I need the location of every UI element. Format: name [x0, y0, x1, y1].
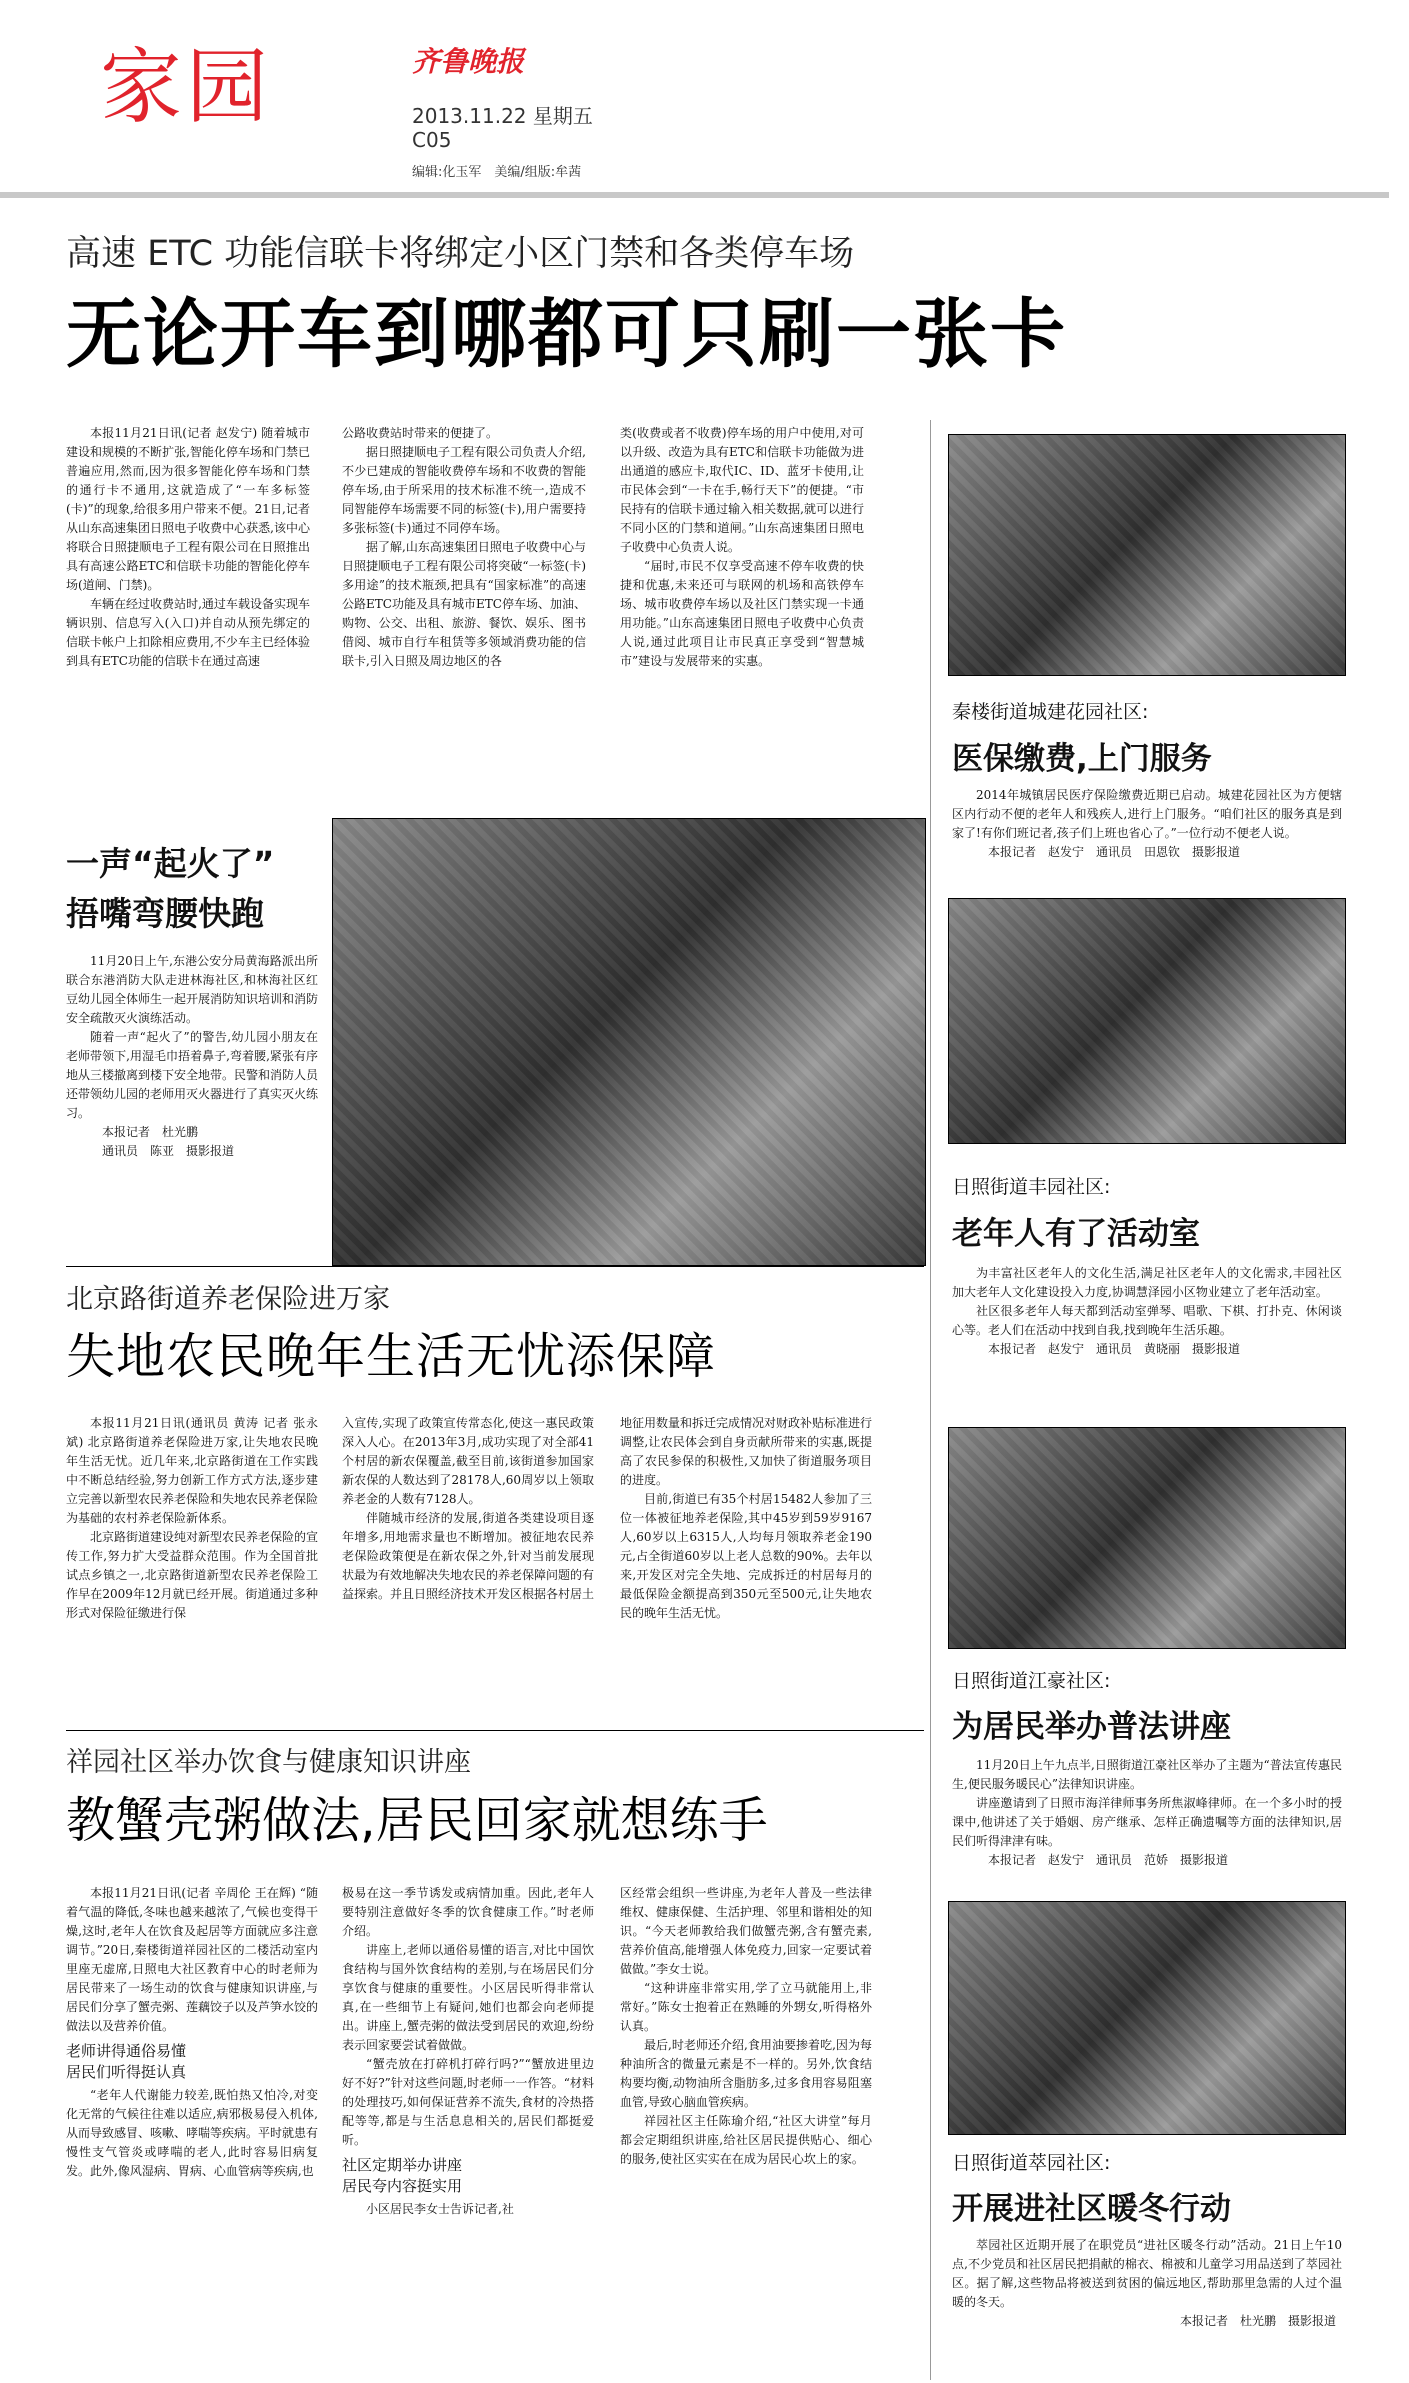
crab-headline: 教蟹壳粥做法,居民回家就想练手	[66, 1792, 768, 1849]
main-column-3	[620, 424, 864, 671]
pension-kicker: 北京路街道养老保险进万家	[66, 1284, 390, 1315]
side3-paragraph: 11月20日上午九点半,日照街道江豪社区举办了主题为“普法宣传惠民生,便民服务暖民心”法律知识讲座。	[952, 1758, 1342, 1791]
side4-headline: 开展进社区暖冬行动	[952, 2191, 1231, 2227]
warm-winter-photo	[948, 1901, 1346, 2135]
main-paragraph: 据日照捷顺电子工程有限公司负责人介绍,不少已建成的智能收费停车场和不收费的智能停车场,由于所采用的技术标准不统一,造成不同智能停车场需要不同的标签(卡),用户需要持多张标签(卡)通过不同停车场。	[342, 445, 586, 535]
main-column-2	[342, 424, 586, 671]
side2-paragraph: 社区很多老年人每天都到活动室弹琴、唱歌、下棋、打扑克、休闲谈心等。老人们在活动中找到自我,找到晚年生活乐趣。	[952, 1304, 1342, 1337]
pension-headline: 失地农民晚年生活无忧添保障	[66, 1328, 717, 1385]
crab-paragraph: “这种讲座非常实用,学了立马就能用上,非常好。”陈女士抱着正在熟睡的外甥女,听得格外认真。	[620, 1981, 872, 2033]
side2-headline: 老年人有了活动室	[952, 1216, 1200, 1252]
pension-paragraph: 入宣传,实现了政策宣传常态化,使这一惠民政策深入人心。在2013年3月,成功实现了对全部41个村居的新农保覆盖,截至目前,该街道参加国家新农保的人数达到了28178人,60周岁以上领取养老金的人数有7128人。	[342, 1416, 594, 1506]
crab-paragraph: 区经常会组织一些讲座,为老年人普及一些法律维权、健康保健、生活护理、邻里和谐相处的知识。“今天老师教给我们做蟹壳粥,含有蟹壳素,营养价值高,能增强人体免疫力,回家一定要试着做做。”李女士说。	[620, 1886, 873, 1976]
side4-text	[952, 2236, 1342, 2331]
issue-date: 2013.11.22 星期五	[412, 104, 593, 128]
side3-text	[952, 1756, 1342, 1870]
main-paragraph: 公路收费站时带来的便捷了。	[342, 426, 499, 440]
side2-text	[952, 1264, 1342, 1359]
fire-text	[66, 952, 318, 1161]
header-rule	[0, 192, 1389, 198]
side1-byline: 本报记者 赵发宁 通讯员 田恩钦 摄影报道	[988, 845, 1241, 859]
main-column-1	[66, 424, 310, 671]
editor-credits: 编辑:化玉军 美编/组版:牟茜	[412, 165, 582, 180]
crab-subhead: 老师讲得通俗易懂	[66, 2042, 187, 2060]
crab-column-3	[620, 1884, 872, 2169]
pension-column-1	[66, 1414, 318, 1623]
fire-paragraph: 随着一声“起火了”的警告,幼儿园小朋友在老师带领下,用湿毛巾捂着鼻子,弯着腰,紧张有序地从三楼撤离到楼下安全地带。民警和消防人员还带领幼儿园的老师用灭火器进行了真实灭火练习。	[66, 1030, 319, 1120]
side1-kicker: 秦楼街道城建花园社区:	[952, 701, 1149, 723]
crab-subhead: 社区定期举办讲座	[342, 2156, 463, 2174]
main-headline: 无论开车到哪都可只刷一张卡	[66, 290, 1068, 378]
fire-drill-photo	[332, 818, 926, 1266]
side4-kicker: 日照街道萃园社区:	[952, 2152, 1111, 2174]
sidebar-divider	[930, 420, 931, 2380]
main-kicker: 高速 ETC 功能信联卡将绑定小区门禁和各类停车场	[66, 234, 855, 274]
paper-logo: 齐鲁晚报	[412, 45, 525, 78]
main-paragraph: 据了解,山东高速集团日照电子收费中心与日照捷顺电子工程有限公司将突破“一标签(卡)多用途”的技术瓶颈,把具有“国家标准”的高速公路ETC功能及具有城市ETC停车场、加油、购物、公交、出租、旅游、餐饮、娱乐、图书借阅、城市自行车租赁等多领域消费功能的信联卡,引入日照及周边地区的各	[342, 540, 586, 668]
section-title: 家园	[100, 40, 273, 135]
fire-headline-1: 一声“起火了”	[66, 844, 275, 883]
main-paragraph: 类(收费或者不收费)停车场的用户中使用,对可以升级、改造为具有ETC和信联卡功能做为进出通道的感应卡,取代IC、ID、蓝牙卡使用,让市民体会到“一卡在手,畅行天下”的便捷。“市民持有的信联卡通过输入相关数据,就可以进行不同小区的门禁和道闸。”山东高速集团日照电子收费中心负责人说。	[620, 426, 864, 554]
side3-kicker: 日照街道江豪社区:	[952, 1670, 1111, 1692]
section-rule	[66, 1730, 924, 1731]
pension-paragraph: 伴随城市经济的发展,街道各类建设项目逐年增多,用地需求量也不断增加。被征地农民养老保险政策便是在新农保之外,针对当前发展现状最为有效地解决失地农民的养老保障问题的有益探索。并且日照经济技术开发区根据各村居土	[342, 1511, 595, 1601]
side2-byline: 本报记者 赵发宁 通讯员 黄晓丽 摄影报道	[988, 1342, 1241, 1356]
side3-headline: 为居民举办普法讲座	[952, 1709, 1231, 1745]
side3-paragraph: 讲座邀请到了日照市海洋律师事务所焦淑峰律师。在一个多小时的授课中,他讲述了关于婚姻、房产继承、怎样正确遗嘱等方面的法律知识,居民们听得津津有味。	[952, 1796, 1342, 1848]
pension-column-3	[620, 1414, 872, 1623]
side4-byline: 本报记者 杜光鹏 摄影报道	[1179, 2314, 1336, 2328]
crab-kicker: 祥园社区举办饮食与健康知识讲座	[66, 1747, 471, 1778]
pension-paragraph: 目前,街道已有35个村居15482人参加了三位一体被征地养老保险,其中45岁到59岁9167人,60岁以上6315人,人均每月领取养老金190元,占全街道60岁以上老人总数的90%。去年以来,开发区对完全失地、完成拆迁的村居每月的最低保险金额提高到350元至500元,让失地农民的晚年生活无忧。	[620, 1492, 872, 1620]
side4-paragraph: 萃园社区近期开展了在职党员“进社区暖冬行动”活动。21日上午10点,不少党员和社区居民把捐献的棉衣、棉被和儿童学习用品送到了萃园社区。据了解,这些物品将被送到贫困的偏远地区,帮助那里急需的人过个温暖的冬天。	[952, 2238, 1342, 2309]
main-paragraph: 车辆在经过收费站时,通过车载设备实现车辆识别、信息写入(入口)并自动从预先绑定的信联卡帐户上扣除相应费用,不少车主已经体验到具有ETC功能的信联卡在通过高速	[66, 597, 310, 668]
insurance-photo	[948, 434, 1346, 676]
fire-byline: 本报记者 杜光鹏	[102, 1125, 199, 1139]
side1-text	[952, 786, 1342, 862]
side3-byline: 本报记者 赵发宁 通讯员 范娇 摄影报道	[988, 1853, 1229, 1867]
crab-paragraph: 讲座上,老师以通俗易懂的语言,对比中国饮食结构与国外饮食结构的差别,与在场居民们分享饮食与健康的重要性。小区居民听得非常认真,在一些细节上有疑问,她们也都会向老师提出。讲座上,蟹壳粥的做法受到居民的欢迎,纷纷表示回家要尝试着做做。	[342, 1943, 594, 2052]
law-lecture-photo	[948, 1427, 1346, 1649]
crab-paragraph: 祥园社区主任陈瑜介绍,“社区大讲堂”每月都会定期组织讲座,给社区居民提供贴心、细心的服务,使社区实实在在成为居民心坎上的家。	[620, 2114, 872, 2166]
main-paragraph: 本报11月21日讯(记者 赵发宁) 随着城市建设和规模的不断扩张,智能化停车场和门禁已普遍应用,然而,因为很多智能化停车场和门禁的通行卡不通用,这就造成了“一车多标签(卡)”的现象,给很多用户带来不便。21日,记者从山东高速集团日照电子收费中心获悉,该中心将联合日照捷顺电子工程有限公司在日照推出具有高速公路ETC和信联卡功能的智能化停车场(道闸、门禁)。	[66, 426, 310, 592]
crab-column-2	[342, 1884, 594, 2219]
side2-paragraph: 为丰富社区老年人的文化生活,满足社区老年人的文化需求,丰园社区加大老年人文化建设投入力度,协调慧泽园小区物业建立了老年活动室。	[952, 1266, 1342, 1299]
fire-byline: 通讯员 陈亚 摄影报道	[102, 1144, 235, 1158]
crab-paragraph: 极易在这一季节诱发或病情加重。因此,老年人要特别注意做好冬季的饮食健康工作。”时老师介绍。	[342, 1886, 594, 1938]
main-paragraph: “届时,市民不仅享受高速不停车收费的快捷和优惠,未来还可与联网的机场和高铁停车场、城市收费停车场以及社区门禁实现一卡通用功能。”山东高速集团日照电子收费中心负责人说,通过此项目让市民真正享受到“智慧城市”建设与发展带来的实惠。	[620, 559, 864, 668]
pension-paragraph: 北京路街道建设纯对新型农民养老保险的宣传工作,努力扩大受益群众范围。作为全国首批试点乡镇之一,北京路街道新型农民养老保险工作早在2009年12月就已经开展。街道通过多种形式对保险征缴进行保	[66, 1530, 319, 1620]
crab-paragraph: “老年人代谢能力较差,既怕热又怕冷,对变化无常的气候往往难以适应,病邪极易侵入机体,从而导致感冒、咳嗽、哮喘等疾病。平时就患有慢性支气管炎或哮喘的老人,此时容易旧病复发。此外,像风湿病、胃病、心血管病等疾病,也	[66, 2088, 319, 2178]
crab-paragraph: 小区居民李女士告诉记者,社	[366, 2202, 514, 2216]
crab-paragraph: 本报11月21日讯(记者 辛周伦 王在辉) “随着气温的降低,冬味也越来越浓了,气候也变得干燥,这时,老年人在饮食及起居等方面就应多注意调节。”20日,秦楼街道祥园社区的二楼活动室内里座无虚席,日照电大社区教育中心的时老师为居民带来了一场生动的饮食与健康知识讲座,与居民们分享了蟹壳粥、莲藕饺子以及芦笋水饺的做法以及营养价值。	[66, 1886, 319, 2033]
crab-subhead: 居民夸内容挺实用	[342, 2177, 463, 2195]
side1-paragraph: 2014年城镇居民医疗保险缴费近期已启动。城建花园社区为方便辖区内行动不便的老年人和残疾人,进行上门服务。“咱们社区的服务真是到家了!有你们班记者,孩子们上班也省心了。”一位行动不便老人说。	[952, 788, 1342, 840]
section-rule	[66, 1266, 924, 1267]
pension-paragraph: 本报11月21日讯(通讯员 黄涛 记者 张永斌) 北京路街道养老保险进万家,让失地农民晚年生活无忧。近几年来,北京路街道在工作实践中不断总结经验,努力创新工作方式方法,逐步建立完善以新型农民养老保险和失地农民养老保险为基础的农村养老保险新体系。	[66, 1416, 319, 1525]
activity-room-photo	[948, 898, 1346, 1144]
page-number: C05	[412, 128, 452, 152]
crab-paragraph: 最后,时老师还介绍,食用油要掺着吃,因为每种油所含的微量元素是不一样的。另外,饮食结构要均衡,动物油所含脂肪多,过多食用容易阻塞血管,导致心脑血管疾病。	[620, 2038, 872, 2109]
side2-kicker: 日照街道丰园社区:	[952, 1176, 1111, 1198]
fire-paragraph: 11月20日上午,东港公安分局黄海路派出所联合东港消防大队走进林海社区,和林海社区红豆幼儿园全体师生一起开展消防知识培训和消防安全疏散灭火演练活动。	[66, 954, 319, 1025]
crab-subhead: 居民们听得挺认真	[66, 2063, 187, 2081]
fire-headline-2: 捂嘴弯腰快跑	[66, 894, 264, 933]
crab-column-1	[66, 1884, 318, 2181]
side1-headline: 医保缴费,上门服务	[952, 741, 1212, 777]
pension-paragraph: 地征用数量和拆迁完成情况对财政补贴标准进行调整,让农民体会到自身贡献所带来的实惠,既提高了农民参保的积极性,又加快了街道服务项目的进度。	[620, 1416, 873, 1487]
crab-paragraph: “蟹壳放在打碎机打碎行吗?”“蟹放进里边好不好?”针对这些问题,时老师一一作答。“材料的处理技巧,如何保证营养不流失,食材的冷热搭配等等,都是与生活息息相关的,居民们都挺爱听。	[342, 2057, 594, 2147]
pension-column-2	[342, 1414, 594, 1604]
